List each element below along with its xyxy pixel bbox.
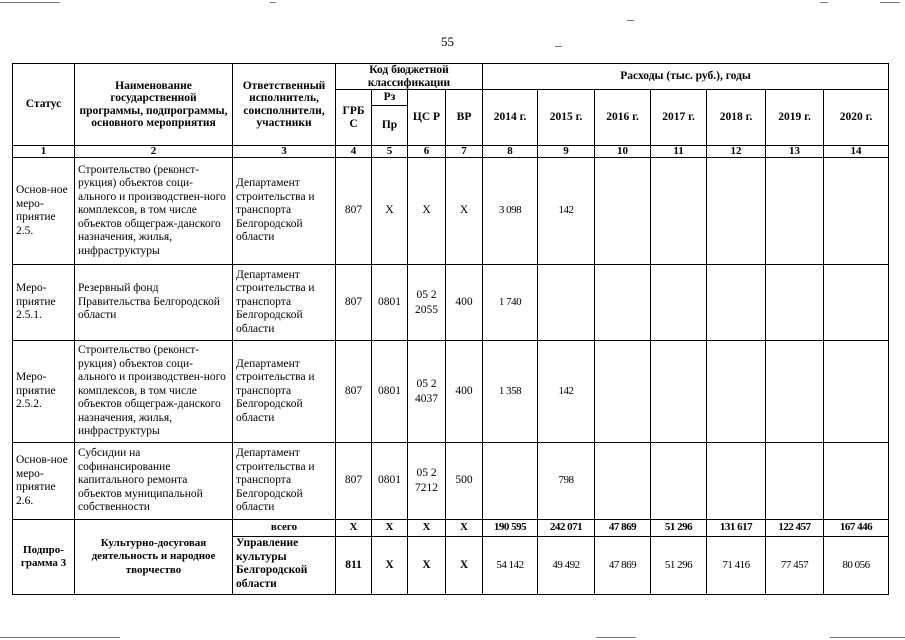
header-budget-code: Код бюджетной классификации [336,64,483,90]
row-rzpr: 0801 [372,265,408,341]
row-value [824,158,889,265]
row-value: 798 [538,443,595,520]
column-number: 8 [483,146,538,158]
header-expenses: Расходы (тыс. руб.), годы [483,64,889,90]
table-row [13,443,889,520]
header-csr: ЦС Р [408,90,446,146]
scan-mark [880,2,900,3]
header-rz: Рз [372,90,408,106]
column-number: 2 [75,146,233,158]
row-value: 1 358 [483,341,538,443]
row-executor: Департамент строительства и транспорта Белгородской области [233,341,336,443]
column-number: 3 [233,146,336,158]
row-executor: Департамент строительства и транспорта Белгородской области [233,265,336,341]
row-value [707,158,766,265]
scan-mark [0,2,60,3]
scan-mark [830,637,905,638]
row-vr: 400 [446,265,483,341]
row-value [824,341,889,443]
row-value: 142 [538,341,595,443]
subprogram-total-row [13,520,889,537]
subprogram-rzpr: Х [372,537,408,595]
subprogram-total-value: 242 071 [538,520,595,537]
row-executor: Департамент строительства и транспорта Белгородской области [233,158,336,265]
table-row [13,265,889,341]
row-vr: Х [446,158,483,265]
row-value: 142 [538,158,595,265]
row-value [595,265,651,341]
subprogram-value: 51 296 [651,537,707,595]
row-status: Меро-приятие 2.5.2. [13,341,75,443]
subprogram-total-value: 167 446 [824,520,889,537]
row-value [651,341,707,443]
budget-table [12,63,889,595]
page-number: 55 [441,34,454,49]
scan-mark [0,637,120,638]
subprogram-vr: Х [446,537,483,595]
header-executor: Ответственный исполнитель, соисполнители, участники [233,64,336,146]
header-vr: ВР [446,90,483,146]
row-rzpr: 0801 [372,443,408,520]
row-rzpr: Х [372,158,408,265]
row-value [824,443,889,520]
row-name: Строительство (реконст-рукция) объектов соци-ального и производствен-ного комплексов, в том числе объектов общеграж-данского назначения, жилья, инфраструктуры [75,158,233,265]
row-value [707,443,766,520]
row-value [707,265,766,341]
row-value [766,158,824,265]
row-status: Меро-приятие 2.5.1. [13,265,75,341]
scan-mark [596,637,636,638]
row-value [651,158,707,265]
header-year: 2016 г. [595,90,651,146]
subprogram-total-value: 47 869 [595,520,651,537]
row-value [824,265,889,341]
column-number: 9 [538,146,595,158]
row-value [651,443,707,520]
column-number: 11 [651,146,707,158]
row-value [651,265,707,341]
table-row [13,341,889,443]
subprogram-executor: Управление культуры Белгородской области [233,537,336,595]
row-value [707,341,766,443]
subprogram-total-value: 190 595 [483,520,538,537]
subprogram-total-rzpr: Х [372,520,408,537]
row-grbs: 807 [336,341,372,443]
row-rzpr: 0801 [372,341,408,443]
subprogram-value: 71 416 [707,537,766,595]
column-number: 13 [766,146,824,158]
row-value [595,443,651,520]
subprogram-status: Подпро-грамма 3 [13,520,75,595]
row-grbs: 807 [336,158,372,265]
row-grbs: 807 [336,443,372,520]
row-value [483,443,538,520]
subprogram-value: 80 056 [824,537,889,595]
column-number: 1 [13,146,75,158]
row-name: Резервный фонд Правительства Белгородской области [75,265,233,341]
header-grbs: ГРБ С [336,90,372,146]
subprogram-csr: Х [408,537,446,595]
subprogram-total-label: всего [233,520,336,537]
scan-mark [555,46,562,47]
header-year: 2015 г. [538,90,595,146]
subprogram-value: 49 492 [538,537,595,595]
row-value [766,443,824,520]
header-year: 2017 г. [651,90,707,146]
row-name: Субсидии на софинансирование капитального ремонта объектов муниципальной собственности [75,443,233,520]
subprogram-total-value: 51 296 [651,520,707,537]
row-value: 3 098 [483,158,538,265]
row-vr: 400 [446,341,483,443]
subprogram-value: 77 457 [766,537,824,595]
row-value [595,341,651,443]
subprogram-name: Культурно-досуговая деятельность и народное творчество [75,520,233,595]
column-number: 7 [446,146,483,158]
scan-mark [270,2,276,3]
column-number: 12 [707,146,766,158]
column-number: 5 [372,146,408,158]
row-vr: 500 [446,443,483,520]
column-number: 4 [336,146,372,158]
row-csr: 05 2 4037 [408,341,446,443]
subprogram-value: 47 869 [595,537,651,595]
subprogram-total-value: 122 457 [766,520,824,537]
header-year: 2014 г. [483,90,538,146]
row-csr: 05 2 2055 [408,265,446,341]
header-status: Статус [13,64,75,146]
header-year: 2019 г. [766,90,824,146]
subprogram-total-vr: Х [446,520,483,537]
row-status: Основ-ное меро-приятие 2.6. [13,443,75,520]
table-row [13,158,889,265]
row-value [538,265,595,341]
subprogram-total-grbs: Х [336,520,372,537]
header-year: 2020 г. [824,90,889,146]
row-grbs: 807 [336,265,372,341]
row-value [766,265,824,341]
row-csr: Х [408,158,446,265]
row-value: 1 740 [483,265,538,341]
subprogram-grbs: 811 [336,537,372,595]
row-status: Основ-ное меро-приятие 2.5. [13,158,75,265]
header-year: 2018 г. [707,90,766,146]
subprogram-total-csr: Х [408,520,446,537]
row-csr: 05 2 7212 [408,443,446,520]
column-number: 14 [824,146,889,158]
scan-mark [627,20,634,21]
header-name: Наименование государственной программы, подпрограммы, основного мероприятия [75,64,233,146]
header-pr: Пр [372,106,408,146]
subprogram-total-value: 131 617 [707,520,766,537]
scan-mark [820,2,828,3]
row-value [766,341,824,443]
row-executor: Департамент строительства и транспорта Белгородской области [233,443,336,520]
column-number: 10 [595,146,651,158]
column-number: 6 [408,146,446,158]
row-name: Строительство (реконст-рукция) объектов соци-ального и производствен-ного комплексов, в том числе объектов общеграж-данского назначения, жилья, инфраструктуры [75,341,233,443]
row-value [595,158,651,265]
subprogram-value: 54 142 [483,537,538,595]
